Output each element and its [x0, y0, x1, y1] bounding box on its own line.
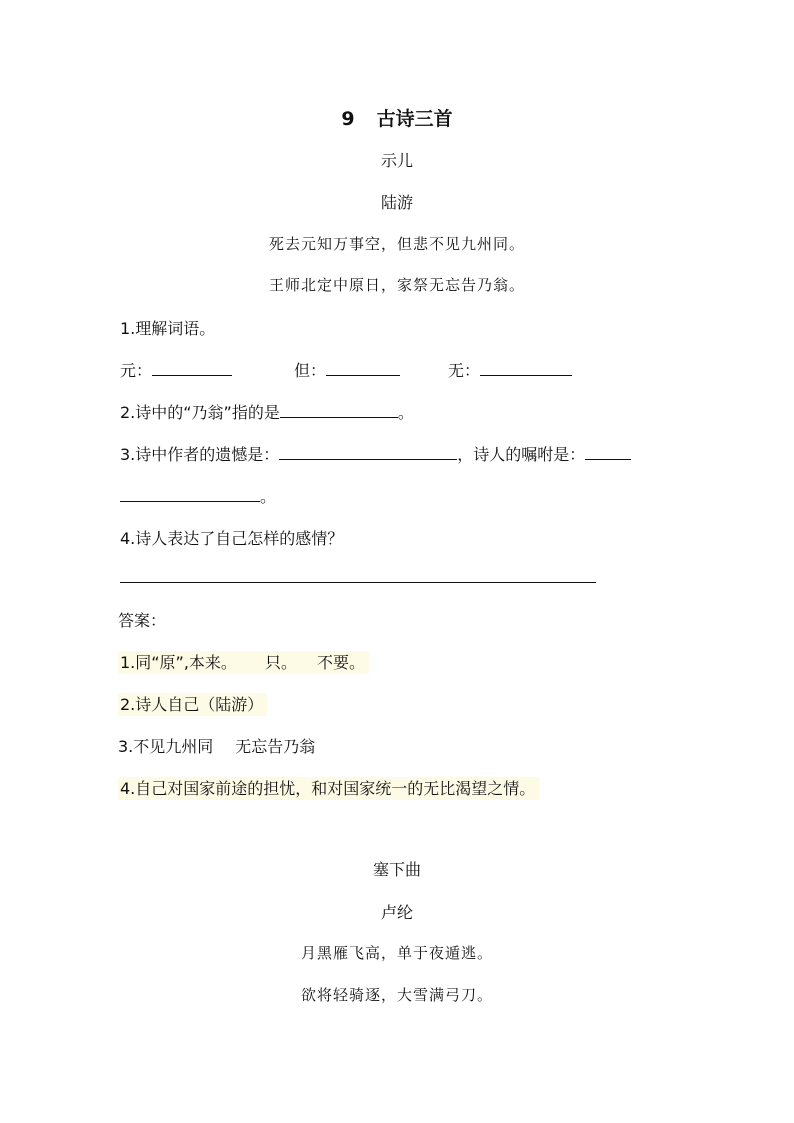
answer-4: [118, 776, 539, 799]
q4-answer-line[interactable]: [120, 582, 596, 583]
question-3-continued: [120, 484, 276, 507]
poem1-line-1: 死去元知万事空，但悲不见九州同。: [268, 235, 525, 253]
answer-1: [118, 650, 369, 673]
q2-prefix: 2.诗中的“乃翁”指的是: [120, 403, 280, 422]
q1-blank-wu[interactable]: [480, 359, 572, 376]
answer-3-part-1: 3.不见九州同: [118, 737, 214, 756]
q3-middle: ，诗人的嘱咐是：: [457, 445, 586, 464]
answer-2: [118, 692, 267, 715]
answer-2-text: 2.诗人自己（陆游）: [118, 693, 267, 716]
q3-prefix: 3.诗中作者的遗憾是：: [120, 445, 280, 464]
poem2-author: 卢纶: [380, 903, 413, 922]
poem1-line-2: 王师北定中原日，家祭无忘告乃翁。: [268, 276, 525, 294]
q3-blank-regret[interactable]: [279, 443, 457, 460]
poem1-author: 陆游: [380, 193, 413, 212]
q2-blank[interactable]: [280, 401, 398, 418]
q1-item-dan: 但：: [294, 361, 327, 380]
answer-3: [118, 734, 315, 757]
poem1-title: 示儿: [380, 151, 413, 170]
q1-item-wu: 无：: [448, 361, 481, 380]
q1-blank-yuan[interactable]: [152, 359, 232, 376]
q2-suffix: 。: [397, 403, 414, 422]
answers-label: 答案：: [118, 611, 167, 630]
poem2-line-2: 欲将轻骑逐，大雪满弓刀。: [300, 986, 493, 1004]
answer-4-text: 4.自己对国家前途的担忧，和对国家统一的无比渴望之情。: [118, 777, 539, 800]
lesson-title-text: 古诗三首: [376, 108, 453, 130]
q1-blank-dan[interactable]: [326, 359, 400, 376]
question-1-items: [120, 358, 572, 381]
q1-item-yuan: 元：: [120, 361, 153, 380]
question-4: 4.诗人表达了自己怎样的感情？: [120, 529, 344, 548]
question-1: 1.理解词语。: [120, 319, 216, 338]
poem2-line-1: 月黑雁飞高，单于夜遁逃。: [300, 944, 493, 962]
q3-blank-instruction-b[interactable]: [120, 485, 260, 502]
poem2-title: 塞下曲: [372, 860, 421, 879]
q3-blank-instruction-a[interactable]: [585, 443, 631, 460]
question-2: [120, 400, 414, 423]
lesson-title: [0, 104, 794, 131]
answer-1-part-2: 只。: [264, 653, 297, 672]
question-3: [120, 442, 631, 465]
lesson-number: 9: [341, 108, 355, 130]
answer-1-part-1: 1.同“原”,本来。: [120, 653, 237, 672]
answer-3-part-2: 无忘告乃翁: [235, 737, 316, 756]
q3-suffix: 。: [260, 487, 277, 506]
answer-1-part-3: 不要。: [316, 653, 365, 672]
